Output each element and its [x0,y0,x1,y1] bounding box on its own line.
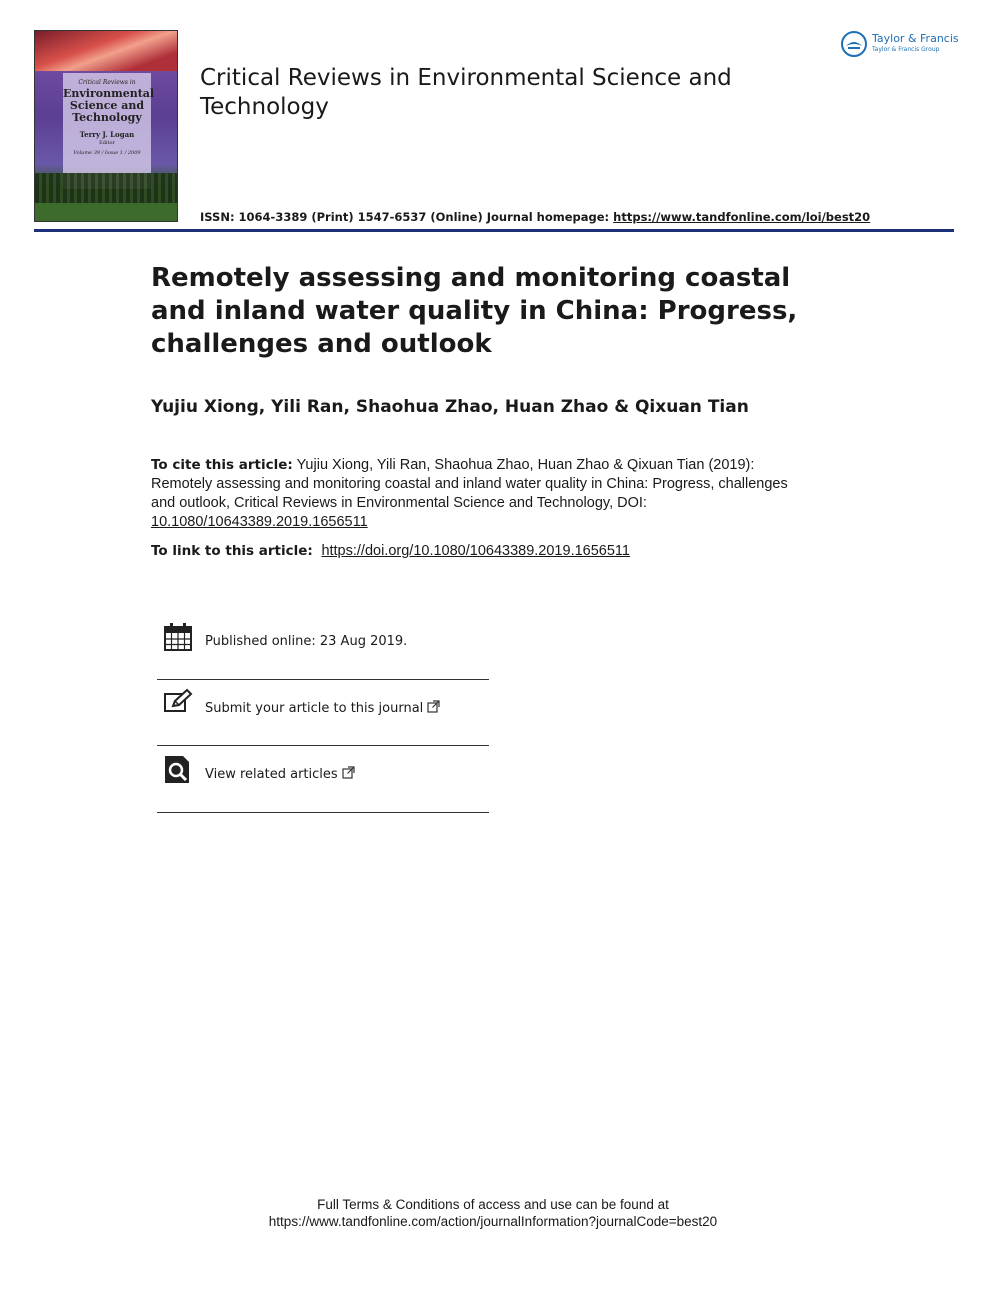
divider [157,812,489,813]
cover-editor-label: Editor [99,140,115,146]
cover-mountains [35,31,177,71]
calendar-icon [163,622,193,652]
divider [157,745,489,746]
published-online-text: Published online: 23 Aug 2019. [205,634,408,649]
publisher-logo[interactable] [840,28,960,60]
submit-article-link[interactable] [205,700,440,716]
related-articles-link[interactable] [205,766,355,782]
footer-terms [0,1196,986,1230]
footer-terms-link[interactable]: https://www.tandfonline.com/action/journalInformation?journalCode=best20 [268,1214,718,1229]
citation-text: Yujiu Xiong, Yili Ran, Shaohua Zhao, Huan Zhao & Qixuan Tian (2019): Remotely assessing and monitoring coastal and inland water quality in China: Progress, challenges and outlook, Critical Reviews in Environmental Science and Technology, DOI: [151,457,788,511]
article-link-line [151,543,851,559]
cover-title-line: Technology [72,111,142,124]
journal-title: Critical Reviews in Environmental Science and Technology [200,65,732,120]
citation-label: To cite this article: [151,457,293,473]
cover-trees [35,173,177,203]
cover-small-text: Critical Reviews in [78,79,136,86]
publisher-subtitle: Taylor & Francis Group [872,46,940,53]
divider [157,679,489,680]
footer-line: Full Terms & Conditions of access and use can be found at [317,1197,669,1212]
issn-line [200,210,940,224]
cover-editor: Terry J. Logan [79,130,135,139]
issn-text: ISSN: 1064-3389 (Print) 1547-6537 (Online) Journal homepage: [200,210,614,224]
article-link-label: To link to this article: [151,543,313,559]
search-document-icon [163,754,193,784]
taylor-francis-logo-icon [840,30,868,58]
edit-pencil-icon [163,688,193,718]
cover-title-line: Science and [69,99,145,112]
article-doi-link[interactable]: https://doi.org/10.1080/10643389.2019.1656511 [321,543,630,559]
cover-title-line: Environmental [63,87,155,100]
external-link-icon [342,766,355,779]
cover-volume: Volume 39 / Issue 1 / 2009 [73,150,141,156]
related-articles-row[interactable] [157,754,489,820]
journal-cover-image [34,30,178,222]
header-divider [34,229,954,232]
publisher-name: Taylor & Francis [872,32,959,45]
cover-grass [35,203,177,221]
journal-homepage-link[interactable]: https://www.tandfonline.com/loi/best20 [613,210,871,224]
external-link-icon [427,700,440,713]
article-title: Remotely assessing and monitoring coastal and inland water quality in China: Progress, challenges and outlook [151,263,798,359]
article-authors: Yujiu Xiong, Yili Ran, Shaohua Zhao, Huan Zhao & Qixuan Tian [151,397,749,417]
cover-title [63,87,155,124]
cover-title-panel [63,73,155,189]
submit-article-text: Submit your article to this journal [205,701,424,716]
citation-doi-link[interactable]: 10.1080/10643389.2019.1656511 [151,514,368,530]
related-articles-text: View related articles [205,767,338,782]
citation-block [151,456,791,532]
